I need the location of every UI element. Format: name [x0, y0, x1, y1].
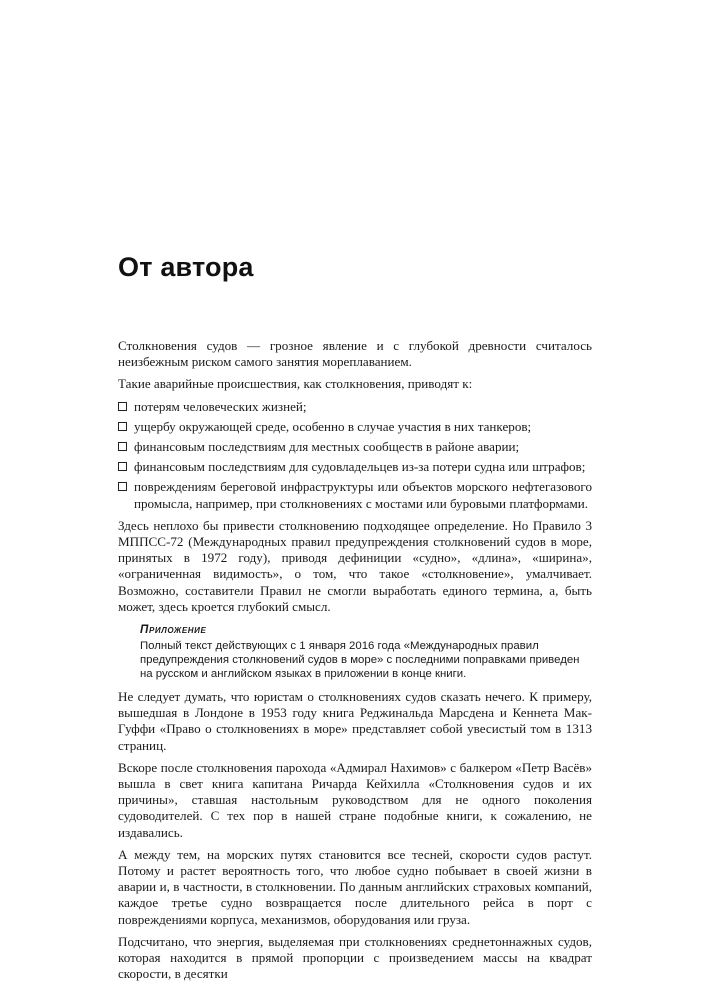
list-item: ущербу окружающей среде, особенно в случае участия в них танкеров; [118, 419, 592, 435]
list-item: финансовым последствиям для судовладельцев из-за потери судна или штрафов; [118, 459, 592, 475]
checkbox-bullet-icon [118, 442, 127, 451]
list-lead-in: Такие аварийные происшествия, как столкновения, приводят к: [118, 376, 473, 392]
checkbox-bullet-icon [118, 482, 127, 491]
note-text: Полный текст действующих с 1 января 2016 года «Международных правил предупреждения столкновений судов в море» с последними поправками приведен на русском и английском языках в приложении в конце книги. [140, 640, 580, 681]
checkbox-bullet-icon [118, 462, 127, 471]
checkbox-bullet-icon [118, 422, 127, 431]
list-item: потерям человеческих жизней; [118, 399, 592, 415]
note-title: Приложение [140, 623, 207, 637]
consequences-list [118, 399, 592, 512]
checkbox-bullet-icon [118, 402, 127, 411]
body-paragraph: Вскоре после столкновения парохода «Адмирал Нахимов» с балкером «Петр Васёв» вышла в свет книга капитана Ричарда Кейхилла «Столкновения судов и их причины», ставшая настольным руководством для не одного поколения судоводителей. С тех пор в нашей стране подобные книги, к сожалению, не издавались. [118, 759, 592, 840]
page-body [118, 338, 592, 989]
body-paragraph: А между тем, на морских путях становится все тесней, скорости судов растут. Потому и растет вероятность того, что любое судно побывает в своей жизни в аварии и, в частности, в столкновении. По данным английских страховых компаний, каждое третье судно возвращается после длительного рейса в порт с повреждениями корпуса, механизмов, оборудования или груза. [118, 846, 592, 927]
intro-paragraph: Столкновения судов — грозное явление и с глубокой древности считалось неизбежным риском самого занятия мореплаванием. [118, 338, 592, 370]
body-paragraph: Не следует думать, что юристам о столкновениях судов сказать нечего. К примеру, вышедшая в Лондоне в 1953 году книга Реджинальда Марсдена и Кеннета Мак-Гуффи «Право о столкновениях в море» представляет собой увесистый том в 1313 страниц. [118, 689, 592, 753]
body-paragraph: Подсчитано, что энергия, выделяемая при столкновениях среднетоннажных судов, которая находится в прямой пропорции с произведением массы на квадрат скорости, в десятки [118, 933, 592, 982]
list-item: финансовым последствиям для местных сообществ в районе аварии; [118, 439, 592, 455]
definition-paragraph: Здесь неплохо бы привести столкновению подходящее определение. Но Правило 3 МППСС-72 (Международных правил предупреждения столкновений судов в море, принятых в 1972 году), приводя дефиниции «судно», «длина», «ширина», «ограниченная видимость», о том, что такое «столкновение», умалчивает. Возможно, составители Правил не смогли выработать единого термина, а, быть может, здесь кроется глубокий смысл. [118, 517, 592, 614]
chapter-title: От автора [118, 252, 254, 282]
list-item: повреждениям береговой инфраструктуры или объектов морского нефтегазового промысла, например, при столкновениях с мостами или буровыми платформами. [118, 479, 592, 511]
appendix-note [140, 623, 592, 681]
